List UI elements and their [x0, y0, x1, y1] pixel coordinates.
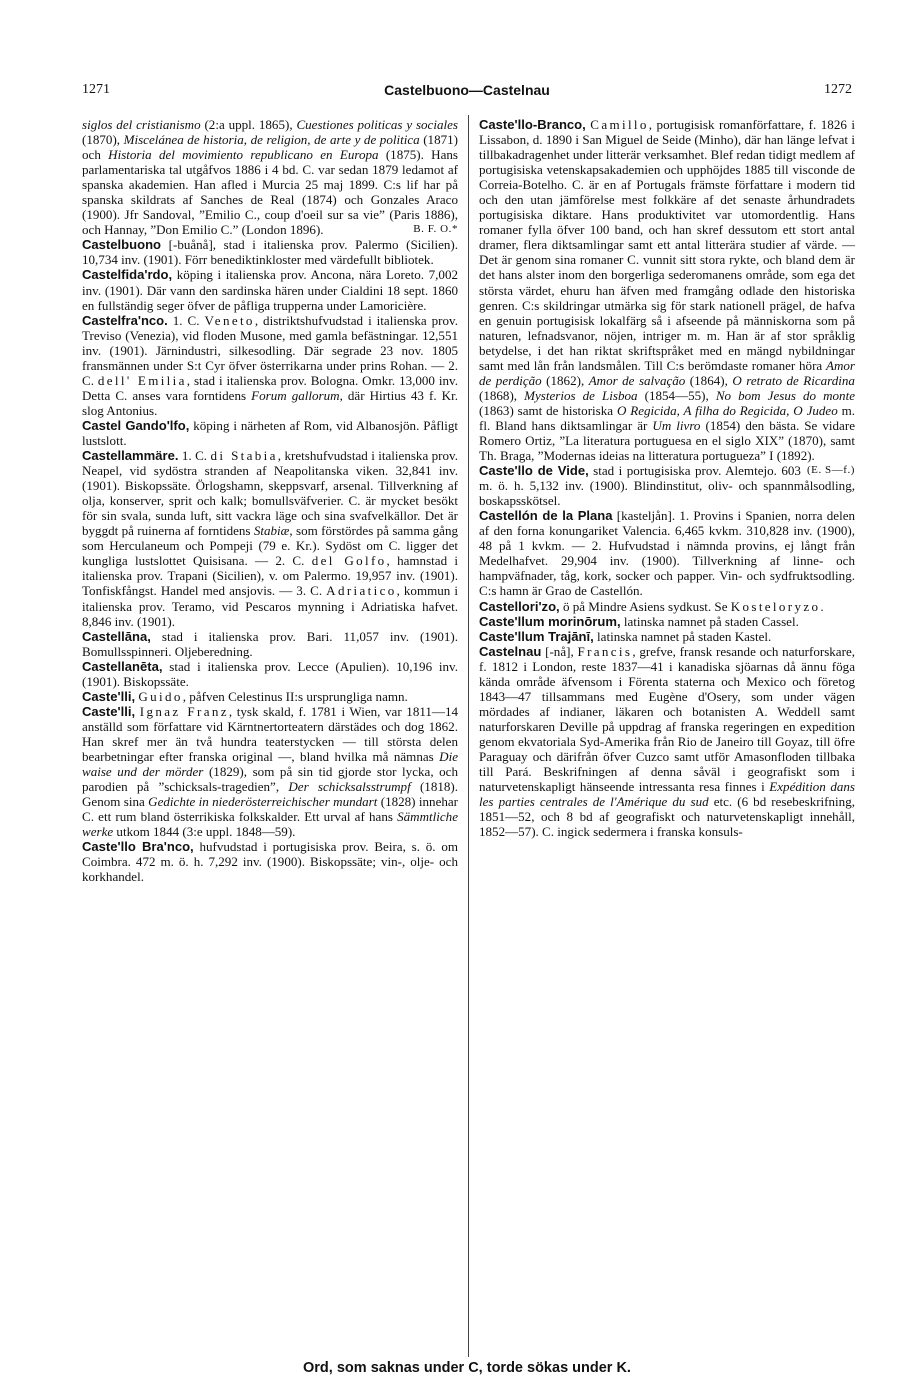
entry-headword: Castelbuono [82, 237, 162, 253]
work-title: Stabiæ [253, 523, 290, 539]
work-title: Cuestiones politicas y sociales [296, 117, 458, 132]
page-number-right: 1272 [824, 82, 852, 97]
entry-text: (1854) den bästa. Se vidare Romero Ortiz, ”La literatura portuguesa en el siglo XIX” (1870), samt Th. Braga, ”Modernas ideias na litteratura portugueza” I (1892). [479, 417, 855, 464]
entry-text: , som förstördes på samma gång som Herculaneum och Pompeji (79 e. Kr.). Sydöst om C. ligger det kungliga lustslottet Quisisana. — 2. C. [82, 523, 458, 569]
entry-headword: Castellori'zo, [479, 598, 560, 614]
entry-text: (1864), [685, 372, 733, 388]
entry-text: latinska namnet på staden Kastel. [593, 628, 772, 644]
entry-headword: Caste'lli, [82, 688, 136, 704]
entry-headword: Caste'llo de Vide, [479, 463, 589, 479]
entry-headword: Castellón de la Plana [479, 508, 613, 524]
entry-text: (1868), [479, 387, 525, 403]
entry-text: stad i italienska prov. Bari. 11,057 inv. (1901). Bomullsspinneri. Oljeberedning. [82, 628, 458, 659]
entry-text: stad i portugisiska prov. Alemtejo. 603 m. ö. h. 5,132 inv. (1900). Blindinstitut, oliv- och spannmålsodling, boskapsskötsel. [479, 463, 855, 509]
right-column [479, 117, 855, 839]
entry-text: köping i italienska prov. Ancona, nära Loreto. 7,002 inv. (1901). Där vann den sardinska hären under Cialdini 18 sept. 1860 en fullständig seger öfver de påfliga trupperna under Lamoricière. [82, 267, 458, 313]
entry-text: . [820, 598, 824, 614]
entry-text: [kasteljån]. 1. Provins i Spanien, norra delen af den forna konungariket Valencia. 6,465 kvkm. 310,828 inv. (1900), 48 på 1 kvkm. — 2. Hufvudstad i nämnda provins, ej långt från Medelhafvet. 29,904 inv. (1900). Tillverkning af linne- och hampväfnader, tåg, kork, socker och papper. Vin- och sydfruktsodling. C:s hamn är Grao de Castellón. [479, 508, 856, 599]
entry-text: etc. (6 bd resebeskrifning, 1851—52, och 8 bd af geografiskt och naturvetenskapligt innehåll, 1852—57). C. ingick sedermera i franska konsuls- [479, 794, 855, 840]
entry-castelli-ignaz [82, 704, 458, 839]
entry-text: 1. C. [178, 448, 211, 464]
entry-text: stad i italienska prov. Lecce (Apulien). 10,196 inv. (1901). Biskopssäte. [82, 658, 458, 689]
work-title: Gedichte in niederösterreichischer mundart [148, 794, 378, 810]
entry-text: köping i närheten af Rom, vid Albanosjön. Påfligt lustslott. [82, 417, 458, 448]
work-title: Der schicksalsstrumpf [288, 779, 411, 795]
work-title: Amor de perdição [479, 357, 855, 388]
entry-castelfidardo [82, 267, 458, 312]
work-title: O retrato de Ricardina [732, 372, 855, 388]
entry-text: (1828) innehar C. ett rum bland österrikiska folkskalder. Ett urval af hans [82, 794, 459, 825]
entry-text: latinska namnet på staden Cassel. [620, 613, 799, 629]
page-footer-note: Ord, som saknas under C, torde sökas under K. [303, 1360, 631, 1376]
spaced-name: Camillo [590, 117, 649, 132]
entry-text: (1854—55), [637, 387, 716, 403]
entry-text: (1829), som på sin tid gjorde stor lycka, och parodien på ”schicksals-tragedien”, [82, 764, 458, 795]
entry-castel-gandolfo [82, 418, 458, 448]
entry-headword: Castelfida'rdo, [82, 267, 173, 283]
entry-castellorizo [479, 599, 855, 614]
entry-headword: Castellammäre. [82, 448, 179, 464]
entry-castelbuono [82, 237, 458, 267]
entry-text: (1875). Hans parlamentariska tal utgåfvos 1886 i 4 bd. C. var sedan 1879 ledamot af spanska akademien. Han afled i Murcia 25 maj 1899. C:s lif har på spanska skildrats af Sanches de Real (1874) och Gonzales Araco (1900). Jfr Sandoval, ”Emilio C., coup d'oeil sur sa vie” (Paris 1886), och Hannay, ”Don Emilio C.” (London 1896). [82, 147, 458, 238]
work-title: Amor de salvação [588, 372, 686, 388]
entry-text: ö på Mindre Asiens sydkust. Se [559, 598, 731, 614]
entry-text: , portugisisk romanförfattare, f. 1826 i Lissabon, d. 1890 i San Miguel de Seide (Minho), där han länge lefvat i tillbakadragenhet under litterär verksamhet. Blef redan tidigt medlem af portugisiska vetenskapsakademien och upphöjdes 1885 till visconde de Correia-Botelho. C. är en af Portugals främste författare i modern tid och den utan jämförelse mest folkkäre af det senaste århundradets portugisiska diktare. Hans produktivitet var utomordentlig. Hans romaner fylla öfver 100 band, och han skref dessutom ett stort antal dramer, flera diktsamlingar samt ett antal litterära studier af värde. — Det är genom sina romaner C. vunnit sitt stora rykte, och bland dem är det hans alster inom den borgerliga sederomanens område, som ega det största värdet, ehuru han äfven med framgång odlade den historiska genren. C:s skildringar utmärka sig för stark nationell prägel, de hafva en genuin portugisisk lokalfärg så i afseende på människorna som på naturen, lefnadsvanor, nöjen, intriger m. m. Han är af stor språklig betydelse, i det han riktat skriftspråket med en mängd nybildningar samt med lån från landsmålen. Till C:s berömdaste romaner höra [479, 117, 855, 373]
entry-text: , kretshufvudstad i italienska prov. Neapel, vid sydöstra stranden af Neapolitanska viken. 32,841 inv. (1901). Biskopssäte. Örlogshamn, skeppsvarf, arsenal. Tillverkning af olja, konserver, sprit och kalk; bomullsväfverier. C. är mycket besökt för sin svala, sunda luft, sitt vackra läge och sina svafvelkällor. Det är byggdt på ruinerna af forntidens [82, 448, 458, 539]
spaced-name: Guido [138, 688, 183, 704]
entry-text: [-buånå], stad i italienska prov. Palermo (Sicilien). 10,734 inv. (1901). Förr benediktinkloster med värdefullt bibliotek. [82, 237, 458, 268]
entry-text: m. fl. Bland hans diktsamlingar är [479, 402, 855, 433]
entry-text: 1. C. [167, 312, 205, 328]
spaced-name: Adriatico [326, 583, 397, 599]
entry-text: , kommun i italienska prov. Teramo, vid Pescaros mynning i Adriatiska hafvet. 8,846 inv. (1901). [82, 583, 458, 629]
entry-text: , stad i italienska prov. Bologna. Omkr. 13,000 inv. Detta C. anses vara forntidens [82, 372, 458, 403]
work-title: Um livro [652, 417, 701, 433]
work-title: Die waise und der mörder [82, 748, 458, 780]
spaced-name: Ignaz Franz [139, 703, 229, 719]
entry-castellum-morinorum [479, 614, 855, 629]
spaced-name: Veneto [204, 312, 255, 328]
entry-text: utkom 1844 (3:e uppl. 1848—59). [113, 824, 296, 840]
spaced-name: di Stabia [210, 448, 278, 464]
entry-headword: Castelnau [479, 643, 542, 659]
work-title: Forum gallorum [251, 387, 340, 403]
entry-castellon-de-la-plana [479, 508, 855, 598]
entry-headword: Caste'lli, [82, 703, 136, 719]
entry-castelnau [479, 644, 855, 840]
work-title: No bom Jesus do monte [715, 387, 855, 403]
work-title: Historia del movimiento republicano en Europa [108, 147, 379, 163]
entry-headword: Castel Gando'lfo, [82, 417, 190, 433]
entry-castellum-trajani [479, 629, 855, 644]
entry-text: (1862), [541, 372, 589, 388]
entry-text: (2:a uppl. 1865), [200, 117, 297, 132]
entry-headword: Caste'llum morinōrum, [479, 613, 621, 629]
entry-headword: Castellāna, [82, 628, 151, 644]
work-title: siglos del cristianismo [82, 117, 201, 132]
entry-text: , tysk skald, f. 1781 i Wien, var 1811—14 anställd som författare vid Kärntnertorteatern därstädes och dog 1862. Han skref mer än två hundra teaterstycken — till största delen bearbetningar efter franska original —, bland hvilka må nämnas [82, 703, 459, 764]
author-signature: (E. S—f.) [806, 464, 855, 477]
entry-castelfranco [82, 313, 458, 418]
entry-text: [-nå], [541, 643, 578, 659]
work-title: Expédition dans les parties centrales de l'Amérique du sud [479, 779, 855, 810]
work-title: Sämmtliche werke [82, 809, 458, 840]
entry-castello-branco-city [82, 839, 458, 884]
entry-text: , grefve, fransk resande och naturforskare, f. 1812 i London, reste 1837—41 i kanadiska sjöarnas då ännu föga kända område äfvensom i Förenta staterna och Mexico och företog 1843—47 tillsammans med Eugène d'Osery, som under vägen mördades af indianer, läkaren och botanisten A. Weddell samt naturforskaren Deville på uppdrag af franska regeringen en expedition genom ekvatoriala Syd-Amerika från Rio de Janeiro till Goyaz, till öfre Paraguay och därifrån öfver Cuzco samt utför Amasonfloden tillbaka till Pará. Beskrifningen af denna såväl i geografiskt som i naturvetenskapligt hänseende intressanta resa finnes i [479, 643, 855, 795]
spaced-name: Kostelоryzo [730, 598, 821, 614]
work-title: Mysterios de Lisboa [524, 387, 638, 403]
work-title: Miscelánea de historia, de religion, de arte y de politica [123, 132, 420, 148]
page-number-left: 1271 [82, 82, 110, 97]
page-header [82, 82, 852, 102]
entry-castelar-continued [82, 117, 458, 237]
entry-text: , påfven Celestinus II:s ursprungliga namn. [182, 688, 408, 704]
entry-text: (1871) och [82, 132, 458, 163]
entry-headword: Castelfra'nco. [82, 312, 168, 328]
entry-castello-de-vide [479, 463, 855, 508]
running-title: Castelbuono—Castelnau [384, 82, 550, 98]
entry-headword: Caste'llo Bra'nco, [82, 839, 194, 855]
entry-text: , hamnstad i italienska prov. Trapani (Sicilien), v. om Palermo. 19,957 inv. (1901). Tonfiskfångst. Handel med ansjovis. — 3. C. [82, 553, 459, 599]
entry-text: (1870), [82, 132, 124, 148]
entry-headword: Caste'llo-Branco, [479, 117, 586, 132]
entry-text: , distriktshufvudstad i italienska prov. Treviso (Venezia), vid floden Musone, med gamla befästningar. 12,551 inv. (1901). Järnindustri, silkesodling. Där segrade 23 nov. 1805 fransmännen under S:t Cyr öfver österrikarna under prins Rohan. — 2. C. [82, 312, 458, 388]
left-column [82, 117, 458, 884]
entry-castellammare [82, 448, 458, 629]
work-title: O Regicida, A filha do Regicida, O Judeo [616, 402, 838, 418]
spaced-name: del Golfo [311, 553, 387, 569]
entry-castellaneta [82, 659, 458, 689]
entry-castellana [82, 629, 458, 659]
entry-text: hufvudstad i portugisiska prov. Beira, s. ö. om Coimbra. 472 m. ö. h. 7,292 inv. (1900). Biskopssäte; vin-, olje- och korkhandel. [82, 839, 458, 885]
spaced-name: dell' Emilia [97, 372, 187, 388]
entry-text: (1818). Genom sina [82, 779, 459, 810]
entry-text: , där Hirtius 43 f. Kr. slog Antonius. [82, 387, 458, 418]
entry-text: (1863) samt de historiska [479, 402, 617, 418]
entry-castelli-guido [82, 689, 458, 704]
spaced-name: Francis [577, 643, 633, 659]
column-divider [468, 115, 469, 1357]
author-signature: B. F. O.* [413, 223, 458, 236]
entry-headword: Caste'llum Trajānī, [479, 628, 594, 644]
entry-headword: Castellanēta, [82, 658, 163, 674]
